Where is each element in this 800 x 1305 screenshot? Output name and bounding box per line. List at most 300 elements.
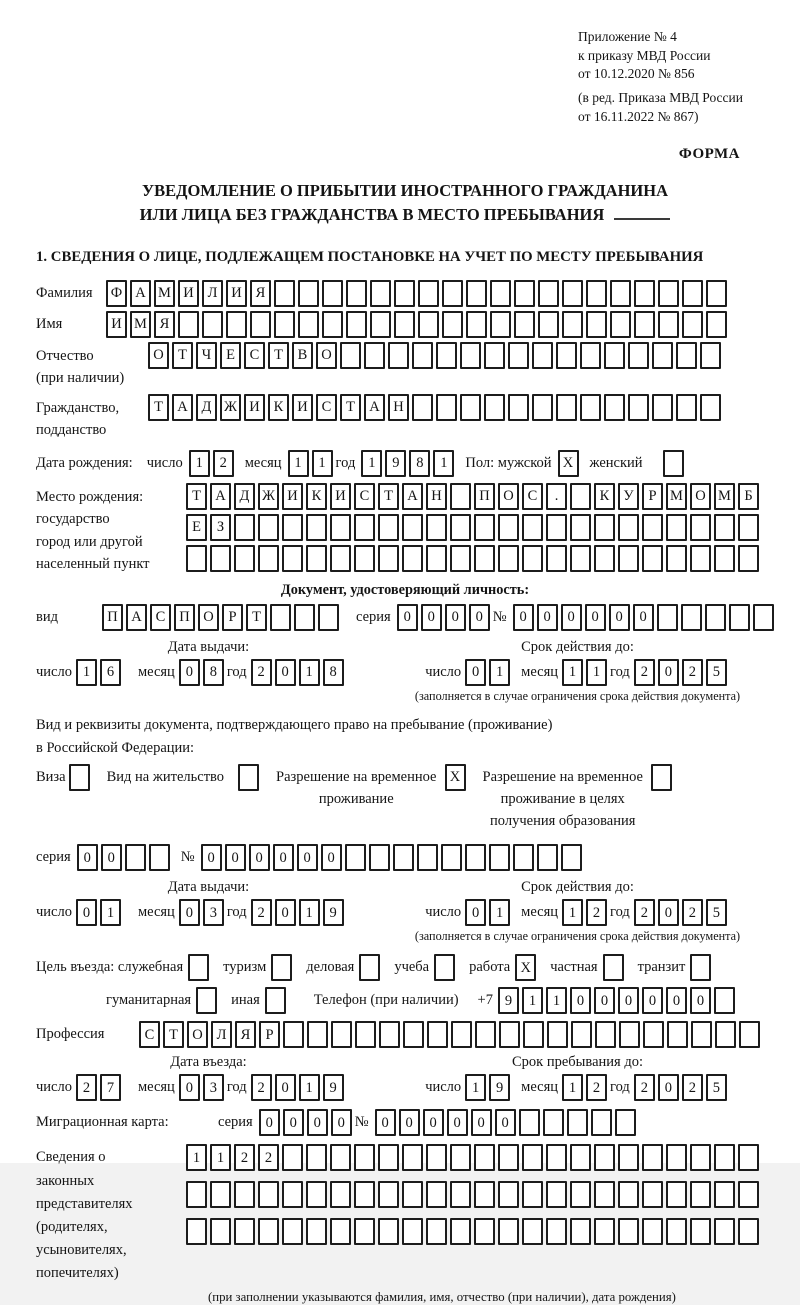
char-cell: 0 [633,604,654,631]
char-cell [355,1021,376,1048]
visa-option [36,764,93,791]
residence-issue-date: число 0 1 месяц 0 3 год 2 0 1 9 [36,899,381,926]
char-cell [562,280,583,307]
representatives-grid [186,1144,762,1255]
char-cell: Е [220,342,241,369]
stay-year-cells [634,1074,730,1101]
char-cell [690,1218,711,1245]
name-row [36,311,774,338]
char-cell [378,1181,399,1208]
char-cell [682,311,703,338]
char-cell [474,1181,495,1208]
entry-day-cells [76,1074,124,1101]
char-cell: С [316,394,337,421]
char-cell: 2 [213,450,234,477]
residence-number-label: № [180,849,195,866]
char-cell: Ч [196,342,217,369]
birth-place-cells-2 [186,514,762,541]
purpose-other-checkbox [265,987,289,1014]
char-cell: 9 [323,1074,344,1101]
identity-dates [36,639,774,704]
char-cell: 1 [489,659,510,686]
char-cell: Д [234,483,255,510]
char-cell [490,311,511,338]
purpose-humanitarian-label: гуманитарная [106,992,192,1009]
char-cell: 2 [251,899,272,926]
char-cell: 2 [251,659,272,686]
char-cell: 0 [259,1109,280,1136]
char-cell: И [244,394,265,421]
residence-number-cells [201,844,585,871]
annex-line: Приложение № 4 [578,29,677,44]
char-cell [250,311,271,338]
patronymic-cells [148,342,724,369]
annex-line: от 10.12.2020 № 856 [578,66,695,82]
char-cell [591,1109,612,1136]
char-cell: З [210,514,231,541]
char-cell: У [618,483,639,510]
char-cell [306,1218,327,1245]
birth-place-row [36,483,774,576]
char-cell: X [515,954,536,981]
char-cell [465,844,486,871]
char-cell: 0 [225,844,246,871]
char-cell [652,394,673,421]
char-cell [538,280,559,307]
char-cell [546,1181,567,1208]
char-cell: 0 [101,844,122,871]
char-cell: 0 [447,1109,468,1136]
char-cell [306,545,327,572]
birth-place-cells-3 [186,545,762,572]
char-cell [663,450,684,477]
char-cell [370,280,391,307]
representatives-cells-2 [186,1181,762,1208]
doc-number-cells [513,604,777,631]
char-cell: О [198,604,219,631]
char-cell: Л [211,1021,232,1048]
char-cell: 3 [203,1074,224,1101]
char-cell [238,764,259,791]
char-cell [412,342,433,369]
char-cell: 0 [297,844,318,871]
char-cell [690,545,711,572]
residence-permit-checkbox [238,764,262,791]
char-cell [436,342,457,369]
mc-number-cells [375,1109,639,1136]
char-cell: 0 [445,604,466,631]
char-cell [306,1144,327,1171]
char-cell: 2 [586,1074,607,1101]
char-cell [474,1218,495,1245]
char-cell [306,1181,327,1208]
char-cell: 0 [471,1109,492,1136]
char-cell: Н [426,483,447,510]
char-cell [258,545,279,572]
residence-series-cells [77,844,173,871]
birth-date-row [36,450,774,477]
year-label: год [335,454,356,471]
day-label: число [146,454,183,471]
char-cell [676,394,697,421]
phone-label: Телефон (при наличии) [313,992,459,1009]
char-cell: Я [250,280,271,307]
char-cell: 1 [312,450,333,477]
char-cell: К [594,483,615,510]
form-title-line1: УВЕДОМЛЕНИЕ О ПРИБЫТИИ ИНОСТРАННОГО ГРАЖДАНИНА [141,181,669,201]
char-cell [442,280,463,307]
char-cell [580,394,601,421]
char-cell: Р [642,483,663,510]
char-cell [418,280,439,307]
residence-validity-note: (заполняется в случае ограничения срока действия документа) [414,929,741,944]
char-cell: 1 [186,1144,207,1171]
char-cell: 9 [323,899,344,926]
forma-label: ФОРМА [678,146,740,163]
char-cell [149,844,170,871]
char-cell: Т [340,394,361,421]
birth-year-cells [361,450,457,477]
residence-permit-option [107,764,262,791]
char-cell [634,280,655,307]
entry-dates [36,1054,774,1101]
gender-male-checkbox [558,450,582,477]
char-cell [258,1218,279,1245]
char-cell [618,514,639,541]
char-cell [570,483,591,510]
char-cell [619,1021,640,1048]
char-cell: А [172,394,193,421]
char-cell [460,394,481,421]
char-cell: 3 [203,899,224,926]
purpose-row-2 [36,987,774,1014]
surname-label: Фамилия [36,284,93,301]
char-cell [586,311,607,338]
residence-validity-year-cells [634,899,730,926]
gender-female-label: женский [589,454,643,471]
char-cell [331,1021,352,1048]
char-cell: 0 [609,604,630,631]
purpose-business-checkbox [359,954,383,981]
char-cell [378,1144,399,1171]
char-cell [522,545,543,572]
char-cell: 0 [179,899,200,926]
representatives-label: Сведения о законных представителях (родителях, усыновителях, попечителях) [36,1149,133,1282]
char-cell [594,1181,615,1208]
char-cell [498,1218,519,1245]
char-cell [498,1181,519,1208]
char-cell [562,311,583,338]
doc-series-label: серия [356,608,391,625]
purpose-private-checkbox [603,954,627,981]
char-cell: 0 [570,987,591,1014]
char-cell: 0 [76,899,97,926]
gender-female-checkbox [663,450,687,477]
representatives-note: (при заполнении указываются фамилия, имя, отчество (при наличии), дата рождения) [208,1289,676,1304]
char-cell [427,1021,448,1048]
char-cell [460,342,481,369]
char-cell [402,1181,423,1208]
char-cell [546,545,567,572]
char-cell [354,1144,375,1171]
char-cell: 0 [201,844,222,871]
char-cell: И [330,483,351,510]
char-cell [537,844,558,871]
char-cell: 2 [586,899,607,926]
stay-until-heading: Срок пребывания до: [512,1054,643,1071]
residence-issue-year-cells [251,899,347,926]
validity-year-cells [634,659,730,686]
char-cell [594,514,615,541]
char-cell [666,514,687,541]
purpose-study-checkbox [434,954,458,981]
stay-until-date: число 1 9 месяц 1 2 год 2 0 2 5 [381,1074,774,1101]
char-cell: С [139,1021,160,1048]
char-cell [538,311,559,338]
char-cell: . [546,483,567,510]
char-cell [508,342,529,369]
char-cell [594,1218,615,1245]
char-cell [706,311,727,338]
char-cell: П [474,483,495,510]
char-cell: 2 [682,659,703,686]
char-cell: М [714,483,735,510]
citizenship-cells [148,394,724,421]
char-cell [188,954,209,981]
title-blank-line [614,218,670,220]
char-cell: 1 [76,659,97,686]
char-cell [618,1218,639,1245]
char-cell: 0 [495,1109,516,1136]
char-cell [441,844,462,871]
char-cell [522,514,543,541]
char-cell [603,954,624,981]
char-cell [307,1021,328,1048]
char-cell [666,1218,687,1245]
char-cell [178,311,199,338]
citizenship-row [36,394,774,442]
char-cell: Т [268,342,289,369]
char-cell [690,954,711,981]
char-cell [354,514,375,541]
char-cell [499,1021,520,1048]
char-cell: 2 [682,899,703,926]
char-cell: 0 [421,604,442,631]
char-cell [282,545,303,572]
char-cell: 0 [423,1109,444,1136]
char-cell [700,394,721,421]
char-cell [450,545,471,572]
char-cell [690,1181,711,1208]
char-cell: Д [196,394,217,421]
char-cell [282,1218,303,1245]
patronymic-label: Отчество (при наличии) [36,347,125,387]
identity-issue-date: число 1 6 месяц 0 8 год 2 0 1 8 [36,659,381,686]
surname-cells [106,280,730,307]
char-cell [682,280,703,307]
char-cell: П [102,604,123,631]
char-cell [543,1109,564,1136]
char-cell [618,545,639,572]
char-cell: 0 [594,987,615,1014]
char-cell: Ж [220,394,241,421]
char-cell: 0 [561,604,582,631]
representatives-cells-3 [186,1218,762,1245]
char-cell [522,1218,543,1245]
char-cell [729,604,750,631]
char-cell: 2 [251,1074,272,1101]
purpose-transit-checkbox [690,954,714,981]
char-cell: И [178,280,199,307]
char-cell: 9 [498,987,519,1014]
char-cell: X [558,450,579,477]
char-cell: 2 [634,899,655,926]
char-cell: 0 [375,1109,396,1136]
char-cell: Р [259,1021,280,1048]
char-cell: 5 [706,899,727,926]
char-cell: В [292,342,313,369]
char-cell [484,342,505,369]
char-cell: 0 [307,1109,328,1136]
residence-validity-day-cells [465,899,513,926]
gender-male-label: Пол: мужской [465,454,552,471]
doc-kind-label: вид [36,608,58,625]
char-cell [417,844,438,871]
char-cell [532,394,553,421]
char-cell [738,1144,759,1171]
char-cell: И [282,483,303,510]
char-cell [652,342,673,369]
char-cell: И [292,394,313,421]
purpose-work-label: работа [469,959,511,976]
char-cell: О [316,342,337,369]
representatives-cells-1 [186,1144,762,1171]
char-cell [354,545,375,572]
char-cell: Т [378,483,399,510]
char-cell: М [154,280,175,307]
char-cell [330,1218,351,1245]
char-cell: 0 [666,987,687,1014]
char-cell: Т [246,604,267,631]
char-cell [202,311,223,338]
char-cell [346,311,367,338]
char-cell: Т [148,394,169,421]
char-cell [426,1181,447,1208]
char-cell: Т [163,1021,184,1048]
char-cell: Л [202,280,223,307]
char-cell [556,394,577,421]
char-cell [294,604,315,631]
char-cell [271,954,292,981]
char-cell [330,1181,351,1208]
char-cell: М [130,311,151,338]
migration-card-row [36,1109,774,1136]
char-cell [667,1021,688,1048]
char-cell: 1 [299,899,320,926]
char-cell: И [226,280,247,307]
profession-label: Профессия [36,1026,105,1043]
purpose-tourism-label: туризм [223,959,267,976]
char-cell: 2 [634,1074,655,1101]
char-cell [274,280,295,307]
char-cell [498,545,519,572]
char-cell: 0 [465,899,486,926]
char-cell [498,1144,519,1171]
citizenship-label: Гражданство, подданство [36,399,120,439]
purpose-private-label: частная [550,959,598,976]
birth-date-label: Дата рождения: [36,454,133,471]
char-cell: Я [235,1021,256,1048]
char-cell: 7 [100,1074,121,1101]
char-cell [594,1144,615,1171]
purpose-official-checkbox [188,954,212,981]
char-cell [681,604,702,631]
char-cell: X [445,764,466,791]
char-cell [642,514,663,541]
char-cell [340,342,361,369]
purpose-business-label: деловая [306,959,355,976]
char-cell: П [174,604,195,631]
residence-validity-heading: Срок действия до: [521,879,634,896]
char-cell [700,342,721,369]
char-cell: 2 [258,1144,279,1171]
char-cell [474,514,495,541]
char-cell [442,311,463,338]
char-cell [402,1218,423,1245]
char-cell [354,1181,375,1208]
char-cell: 9 [489,1074,510,1101]
char-cell: Я [154,311,175,338]
char-cell: С [150,604,171,631]
char-cell [522,1144,543,1171]
char-cell [418,311,439,338]
char-cell [570,1181,591,1208]
char-cell [570,1144,591,1171]
char-cell [234,1218,255,1245]
char-cell: Р [222,604,243,631]
char-cell [615,1109,636,1136]
char-cell: А [210,483,231,510]
char-cell: 0 [469,604,490,631]
char-cell: 0 [585,604,606,631]
residence-issue-day-cells [76,899,124,926]
char-cell [346,280,367,307]
char-cell: 8 [203,659,224,686]
mc-series-cells [259,1109,355,1136]
patronymic-row [36,342,774,390]
char-cell: 1 [586,659,607,686]
char-cell [378,1218,399,1245]
temp-permit-label: Разрешение на временное проживание [276,769,437,807]
char-cell [403,1021,424,1048]
char-cell [450,1218,471,1245]
char-cell: О [690,483,711,510]
char-cell [498,514,519,541]
char-cell: 1 [299,1074,320,1101]
annex-block [578,28,774,126]
char-cell [196,987,217,1014]
purpose-transit-label: транзит [637,959,686,976]
char-cell [666,545,687,572]
stay-day-cells [465,1074,513,1101]
char-cell: 0 [283,1109,304,1136]
char-cell [753,604,774,631]
birth-month-cells [288,450,336,477]
char-cell [450,1144,471,1171]
char-cell [210,1218,231,1245]
char-cell [690,514,711,541]
amendment-line: от 16.11.2022 № 867) [578,108,699,124]
